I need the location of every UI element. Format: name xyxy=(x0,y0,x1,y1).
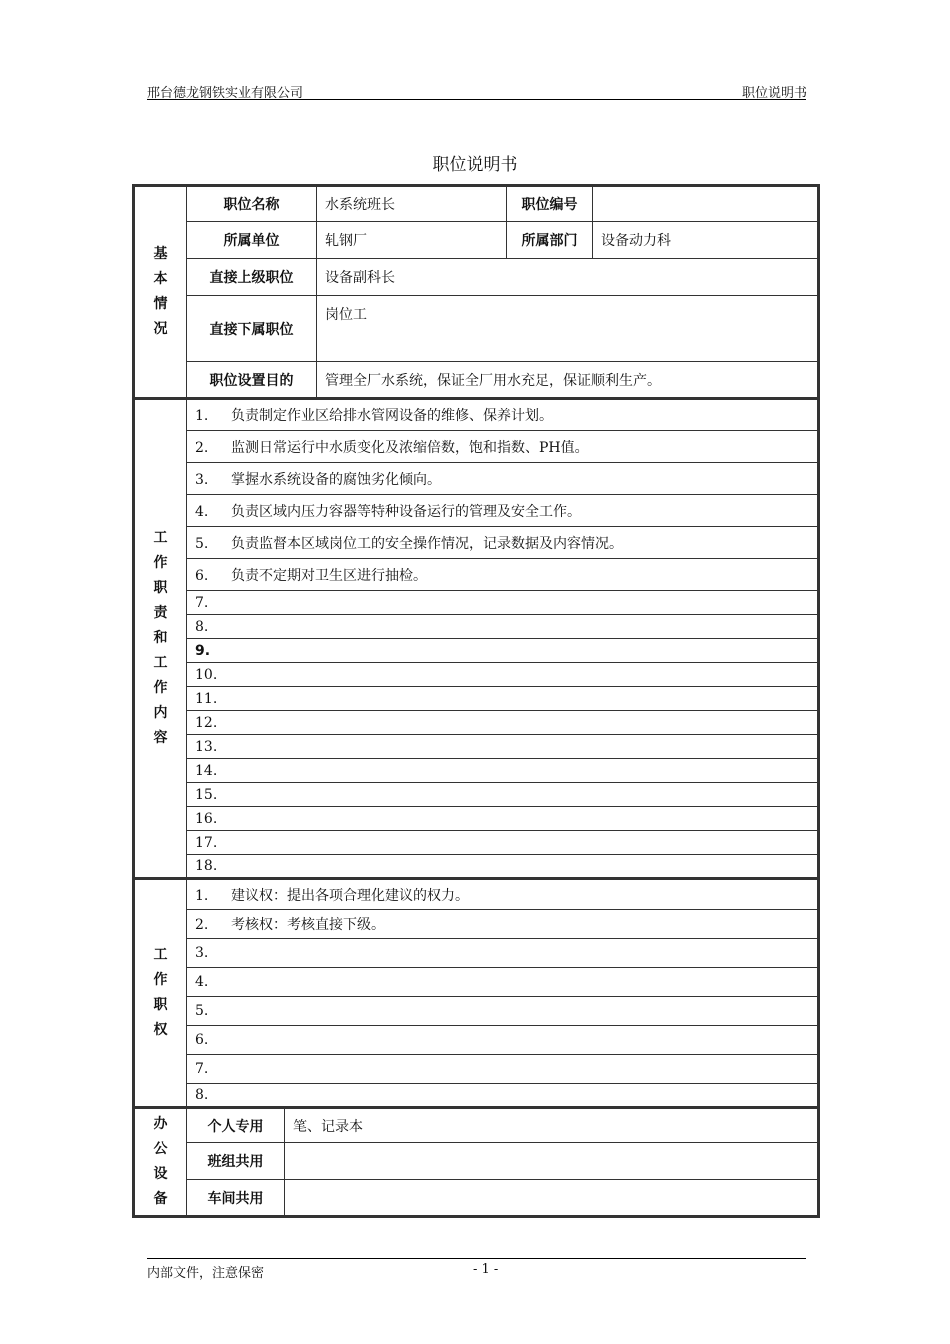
authority-item-8: 8. xyxy=(187,1084,819,1108)
duty-row xyxy=(134,855,819,879)
duty-row xyxy=(134,399,819,431)
duty-item-11: 11. xyxy=(187,687,819,711)
position-code-value xyxy=(593,186,819,222)
duty-row xyxy=(134,527,819,559)
duty-row xyxy=(134,831,819,855)
duty-row xyxy=(134,591,819,615)
duty-item-14: 14. xyxy=(187,759,819,783)
duty-item-15: 15. xyxy=(187,783,819,807)
duty-item-16: 16. xyxy=(187,807,819,831)
duty-item-9: 9. xyxy=(187,639,819,663)
workshop-label: 车间共用 xyxy=(187,1180,285,1217)
superior-label: 直接上级职位 xyxy=(187,259,317,296)
basic-row-subordinate xyxy=(134,296,819,362)
personal-value: 笔、记录本 xyxy=(285,1108,819,1143)
header-doc-type: 职位说明书 xyxy=(741,86,807,101)
authority-row xyxy=(134,910,819,939)
header-rule xyxy=(147,99,806,100)
position-name-label: 职位名称 xyxy=(187,186,317,222)
duty-row xyxy=(134,663,819,687)
authority-row xyxy=(134,1084,819,1108)
equipment-row-workshop xyxy=(134,1180,819,1217)
dept-label: 所属部门 xyxy=(507,222,593,259)
duty-row xyxy=(134,807,819,831)
equipment-row-team xyxy=(134,1143,819,1180)
authority-row xyxy=(134,1026,819,1055)
unit-value: 轧钢厂 xyxy=(317,222,507,259)
subordinate-label: 直接下属职位 xyxy=(187,296,317,362)
authority-row xyxy=(134,968,819,997)
duty-row xyxy=(134,735,819,759)
duty-row xyxy=(134,463,819,495)
page-title: 职位说明书 xyxy=(432,155,518,175)
footer-confidential: 内部文件，注意保密 xyxy=(147,1266,265,1281)
basic-row-purpose xyxy=(134,362,819,399)
section-label-basic: 基 本 情 况 xyxy=(134,186,187,399)
duty-item-13: 13. xyxy=(187,735,819,759)
footer-page-number: - 1 - xyxy=(473,1262,499,1277)
duty-row xyxy=(134,783,819,807)
position-code-label: 职位编号 xyxy=(507,186,593,222)
authority-row xyxy=(134,997,819,1026)
purpose-value: 管理全厂水系统，保证全厂用水充足，保证顺利生产。 xyxy=(317,362,819,399)
authority-item-4: 4. xyxy=(187,968,819,997)
authority-item-3: 3. xyxy=(187,939,819,968)
basic-row-unit xyxy=(134,222,819,259)
authority-item-7: 7. xyxy=(187,1055,819,1084)
duty-row xyxy=(134,759,819,783)
duty-item-18: 18. xyxy=(187,855,819,879)
team-label: 班组共用 xyxy=(187,1143,285,1180)
equipment-row-personal xyxy=(134,1108,819,1143)
section-label-duties: 工 作 职 责 和 工 作 内 容 xyxy=(134,399,187,879)
authority-item-2: 2. 考核权：考核直接下级。 xyxy=(187,910,819,939)
duty-item-2: 2. 监测日常运行中水质变化及浓缩倍数，饱和指数、PH值。 xyxy=(187,431,819,463)
duty-row xyxy=(134,495,819,527)
authority-row xyxy=(134,939,819,968)
footer-rule xyxy=(147,1258,806,1259)
basic-row-name xyxy=(134,186,819,222)
workshop-value xyxy=(285,1180,819,1217)
personal-label: 个人专用 xyxy=(187,1108,285,1143)
authority-item-1: 1. 建议权：提出各项合理化建议的权力。 xyxy=(187,879,819,910)
duty-item-8: 8. xyxy=(187,615,819,639)
section-label-authority: 工 作 职 权 xyxy=(134,879,187,1108)
subordinate-value: 岗位工 xyxy=(317,296,819,362)
authority-row xyxy=(134,1055,819,1084)
basic-row-superior xyxy=(134,259,819,296)
duty-item-6: 6. 负责不定期对卫生区进行抽检。 xyxy=(187,559,819,591)
duty-row xyxy=(134,711,819,735)
duty-row xyxy=(134,559,819,591)
duty-item-17: 17. xyxy=(187,831,819,855)
duty-item-7: 7. xyxy=(187,591,819,615)
authority-item-6: 6. xyxy=(187,1026,819,1055)
duty-item-1: 1. 负责制定作业区给排水管网设备的维修、保养计划。 xyxy=(187,399,819,431)
unit-label: 所属单位 xyxy=(187,222,317,259)
duty-item-10: 10. xyxy=(187,663,819,687)
authority-row xyxy=(134,879,819,910)
duty-row xyxy=(134,431,819,463)
duty-item-4: 4. 负责区域内压力容器等特种设备运行的管理及安全工作。 xyxy=(187,495,819,527)
dept-value: 设备动力科 xyxy=(593,222,819,259)
duty-row xyxy=(134,639,819,663)
duty-item-3: 3. 掌握水系统设备的腐蚀劣化倾向。 xyxy=(187,463,819,495)
duty-row xyxy=(134,687,819,711)
team-value xyxy=(285,1143,819,1180)
header-company: 邢台德龙钢铁实业有限公司 xyxy=(147,86,304,101)
position-name-value: 水系统班长 xyxy=(317,186,507,222)
job-description-table xyxy=(132,184,817,1218)
duty-item-5: 5. 负责监督本区域岗位工的安全操作情况，记录数据及内容情况。 xyxy=(187,527,819,559)
purpose-label: 职位设置目的 xyxy=(187,362,317,399)
superior-value: 设备副科长 xyxy=(317,259,819,296)
section-label-equipment: 办 公 设 备 xyxy=(134,1108,187,1217)
authority-item-5: 5. xyxy=(187,997,819,1026)
duty-item-12: 12. xyxy=(187,711,819,735)
duty-row xyxy=(134,615,819,639)
